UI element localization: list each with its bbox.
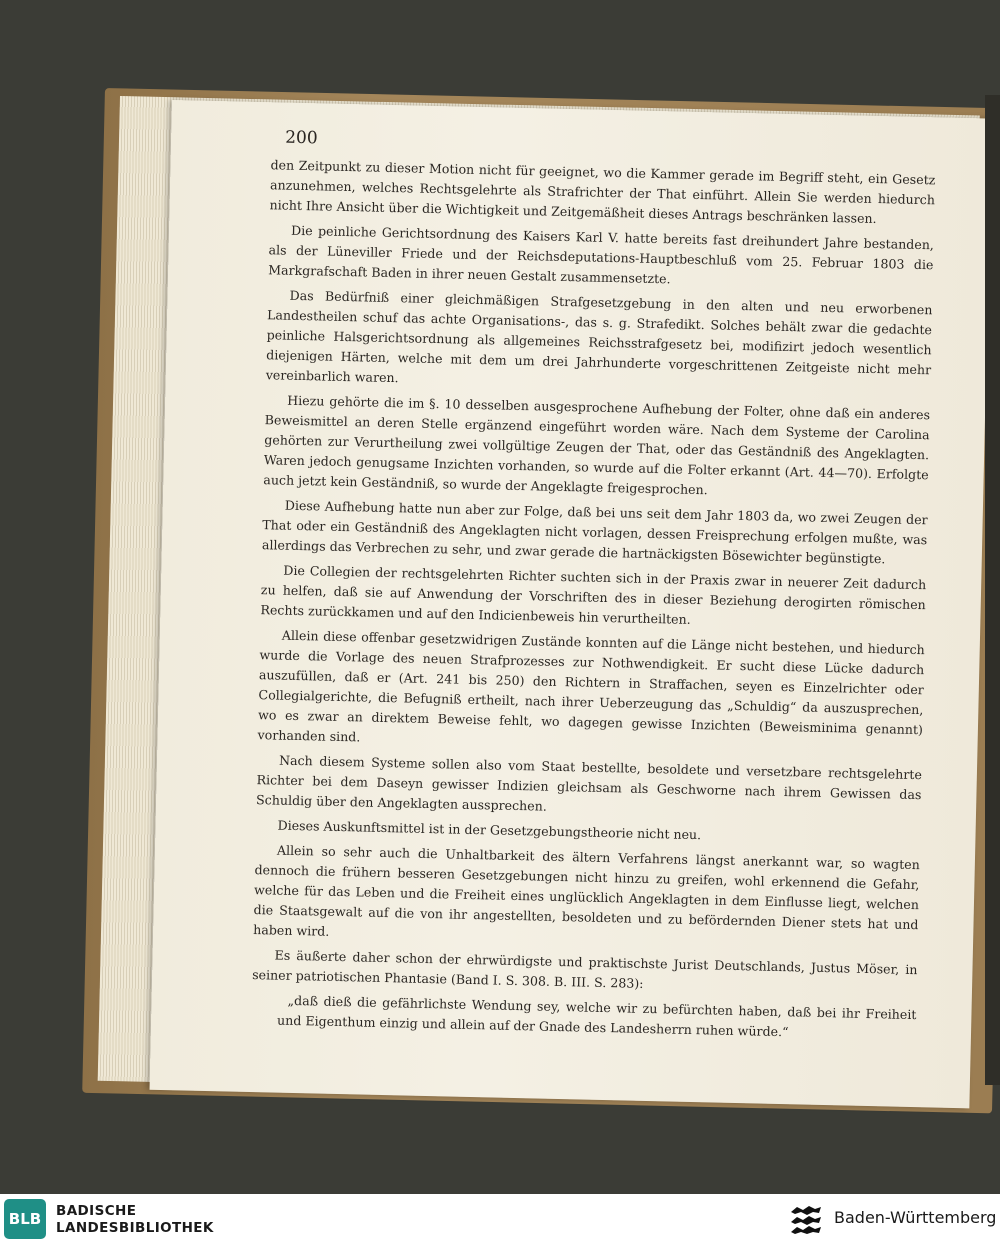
paragraph: den Zeitpunkt zu dieser Motion nicht für geeignet, wo die Kammer gerade im Begriff steht, ein Gesetz anzunehmen, welches Rechtsgelehrte als Strafrichter der That einführt. Allein Sie werden hiedurch nicht Ihre Ansicht über die Wichtigkeit und Zeitgemäßheit dieses Antrags beschränken lassen. [269,157,936,227]
page-text [251,127,936,1045]
paragraph: Dieses Auskunftsmittel ist in der Gesetzgebungstheorie nicht neu. [277,817,702,843]
baden-wuerttemberg-lions-icon[interactable] [789,1204,823,1234]
paragraph: Diese Aufhebung hatte nun aber zur Folge, daß bei uns seit dem Jahr 1803 da, wo zwei Zeugen der That oder ein Geständniß des Angeklagten nicht vorlagen, dessen Freisprechung erfolgen mußte, was allerdings das Verbrechen zu sehr, und zwar gerade die hartnäckigsten Bösewichter begünstigte. [261,497,928,567]
quotation: „daß dieß die gefährlichste Wendung sey, welche wir zu befürchten haben, daß bei ihr Freiheit und Eigenthum einzig und allein auf der Gnade des Landesherrn ruhen würde.“ [276,992,917,1040]
paragraph: Die Collegien der rechtsgelehrten Richter suchten sich in der Praxis zwar in neuerer Zeit dadurch zu helfen, daß sie auf Anwendung der Vorschriften des in dieser Beziehung derogirten römischen Rechts zurückkamen und auf den Indicienbeweis hin verurtheilten. [260,562,927,627]
paragraph: Es äußerte daher schon der ehrwürdigste und praktischste Jurist Deutschlands, Justus Möser, in seiner patriotischen Phantasie (Band I. S. 308. B. III. S. 283): [252,947,918,991]
paragraph: Allein diese offenbar gesetzwidrigen Zustände konnten auf die Länge nicht bestehen, und hiedurch wurde die Vorlage des neuen Strafprozesses zur Nothwendigkeit. Er sucht diese Lücke dadurch auszufüllen, daß er (Art. 241 bis 250) den Richtern in Straffachen, seyen es Einzelrichter oder Collegialgerichte, die Befugniß ertheilt, nach ihrer Ueberzeugung das „Schuldig“ da auszusprechen, wo es zwar an direktem Beweise fehlt, wo dagegen gewisse Inzichten (Beweisminima genannt) vorhanden sind. [257,627,925,745]
book-page [150,100,992,1108]
paragraph: Nach diesem Systeme sollen also vom Staat bestellte, besoldete und versetzbare rechtsgelehrte Richter bei dem Daseyn gewisser Indizien gleichsam als Geschworne nach ihrem Gewissen das Schuldig über den Angeklagten aussprechen. [255,752,923,814]
library-name-line-1: BADISCHE [56,1203,137,1219]
page-number: 200 [284,127,318,149]
library-name-line-2: LANDESBIBLIOTHEK [56,1220,214,1236]
library-name[interactable] [56,1203,214,1237]
paragraph: Die peinliche Gerichtsordnung des Kaisers Karl V. hatte bereits fast dreihundert Jahre bestanden, als der Lüneviller Friede und der Reichsdeputations-Hauptbeschluß vom 25. Februar 1803 die Markgrafschaft Baden in ihrer neuen Gestalt zusammensetzte. [268,222,935,287]
footer-bar [0,1194,1000,1244]
next-page-edge [985,95,1000,1085]
paragraph: Hiezu gehörte die im §. 10 desselben ausgesprochene Aufhebung der Folter, ohne daß ein anderes Beweismittel an deren Stelle ergänzend eingeführt worden wäre. Nach dem Systeme der Carolina gehörten zur Verurtheilung zwei vollgültige Zeugen der That, oder das Geständniß des Angeklagten. Waren jedoch genugsame Inzichten vorhanden, so wurde auf die Folter erkannt (Art. 44—70). Erfolgte auch jetzt kein Geständniß, so wurde der Angeklagte freigesprochen. [263,392,931,498]
state-name[interactable]: Baden-Württemberg [834,1208,997,1227]
paragraph: Das Bedürfniß einer gleichmäßigen Strafgesetzgebung in den alten und neu erworbenen Landestheilen schuf das achte Organisations-, das s. g. Strafedikt. Solches behält zwar die gedachte peinliche Halsgerichtsordnung als allgemeines Reichsstrafgesetz bei, modifizirt jedoch wesentlich diejenigen Härten, welche mit dem um drei Jahrhunderte vorgeschrittenen Zeitgeiste nicht mehr vereinbarlich waren. [265,287,933,386]
blb-logo-icon[interactable]: BLB [4,1199,46,1239]
paragraph: Allein so sehr auch die Unhaltbarkeit des ältern Verfahrens längst anerkannt war, so wagten dennoch die frühern besseren Gesetzgebungen nicht hinzu zu greifen, wohl erkennend die Gefahr, welche für das Leben und die Freiheit eines unglücklich Angeklagten in dem Einflusse liegt, welchen die Staatsgewalt auf die von ihr angestellten, besoldeten und zu befördernden Diener stets hat und haben wird. [253,842,921,939]
